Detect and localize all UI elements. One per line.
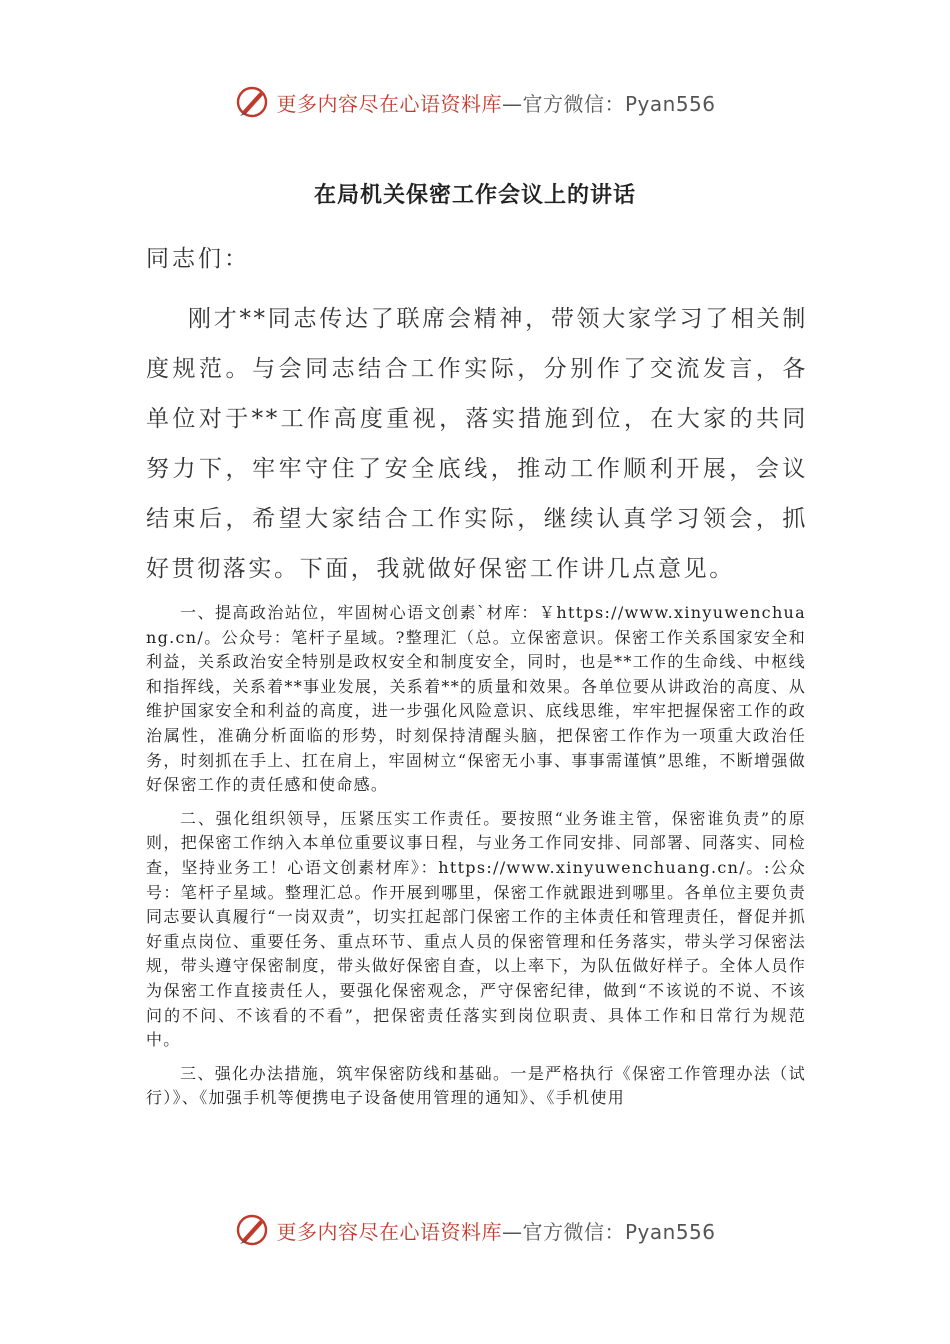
document-title: 在局机关保密工作会议上的讲话: [313, 183, 636, 208]
banner-text: 更多内容尽在心语资料库—官方微信：Pyan556: [276, 1219, 716, 1244]
banner-text: 更多内容尽在心语资料库—官方微信：Pyan556: [276, 91, 716, 116]
footer-watermark-banner: [0, 1210, 950, 1250]
pen-logo-icon: [234, 1212, 270, 1248]
document-body: [146, 601, 806, 1120]
salutation: 同志们：: [146, 246, 250, 272]
lead-paragraph: 刚才**同志传达了联席会精神，带领大家学习了相关制度规范。与会同志结合工作实际，分别作了交流发言，各单位对于**工作高度重视，落实措施到位，在大家的共同努力下，牢牢守住了安全底线，推动工作顺利开展，会议结束后，希望大家结合工作实际，继续认真学习领会，抓好贯彻落实。下面，我就做好保密工作讲几点意见。: [146, 306, 808, 582]
paragraph-2: 二、强化组织领导，压紧压实工作责任。要按照“业务谁主管，保密谁负责”的原则，把保密工作纳入本单位重要议事日程，与业务工作同安排、同部署、同落实、同检查，坚持业务工！心语文创素材库》：https://www.xinyuwenchuang.cn/。:公众号：笔杆子星域。整理汇总。作开展到哪里，保密工作就跟进到哪里。各单位主要负责同志要认真履行“一岗双责”，切实扛起部门保密工作的主体责任和管理责任，督促并抓好重点岗位、重要任务、重点环节、重点人员的保密管理和任务落实，带头学习保密法规，带头遵守保密制度，带头做好保密自查，以上率下，为队伍做好样子。全体人员作为保密工作直接责任人，要强化保密观念，严守保密纪律，做到“不该说的不说、不该问的不问、不该看的不看”，把保密责任落实到岗位职责、具体工作和日常行为规范中。: [146, 808, 806, 1050]
paragraph-1: 一、提高政治站位，牢固树心语文创素`材库：￥https://www.xinyuwenchuang.cn/。公众号：笔杆子星域。?整理汇（总。立保密意识。保密工作关系国家安全和利益，关系政治安全特别是政权安全和制度安全，同时，也是**工作的生命线、中枢线和指挥线，关系着**事业发展，关系着**的质量和效果。各单位要从讲政治的高度、从维护国家安全和利益的高度，进一步强化风险意识、底线思维，牢牢把握保密工作的政治属性，准确分析面临的形势，时刻保持清醒头脑，把保密工作作为一项重大政治任务，时刻抓在手上、扛在肩上，牢固树立“保密无小事、事事需谨慎”思维，不断增强做好保密工作的责任感和使命感。: [146, 603, 807, 795]
header-watermark-banner: [0, 82, 950, 122]
pen-logo-icon: [234, 84, 270, 120]
paragraph-3: 三、强化办法措施，筑牢保密防线和基础。一是严格执行《保密工作管理办法（试行）》、《加强手机等便携电子设备使用管理的通知》、《手机使用: [146, 1063, 806, 1108]
